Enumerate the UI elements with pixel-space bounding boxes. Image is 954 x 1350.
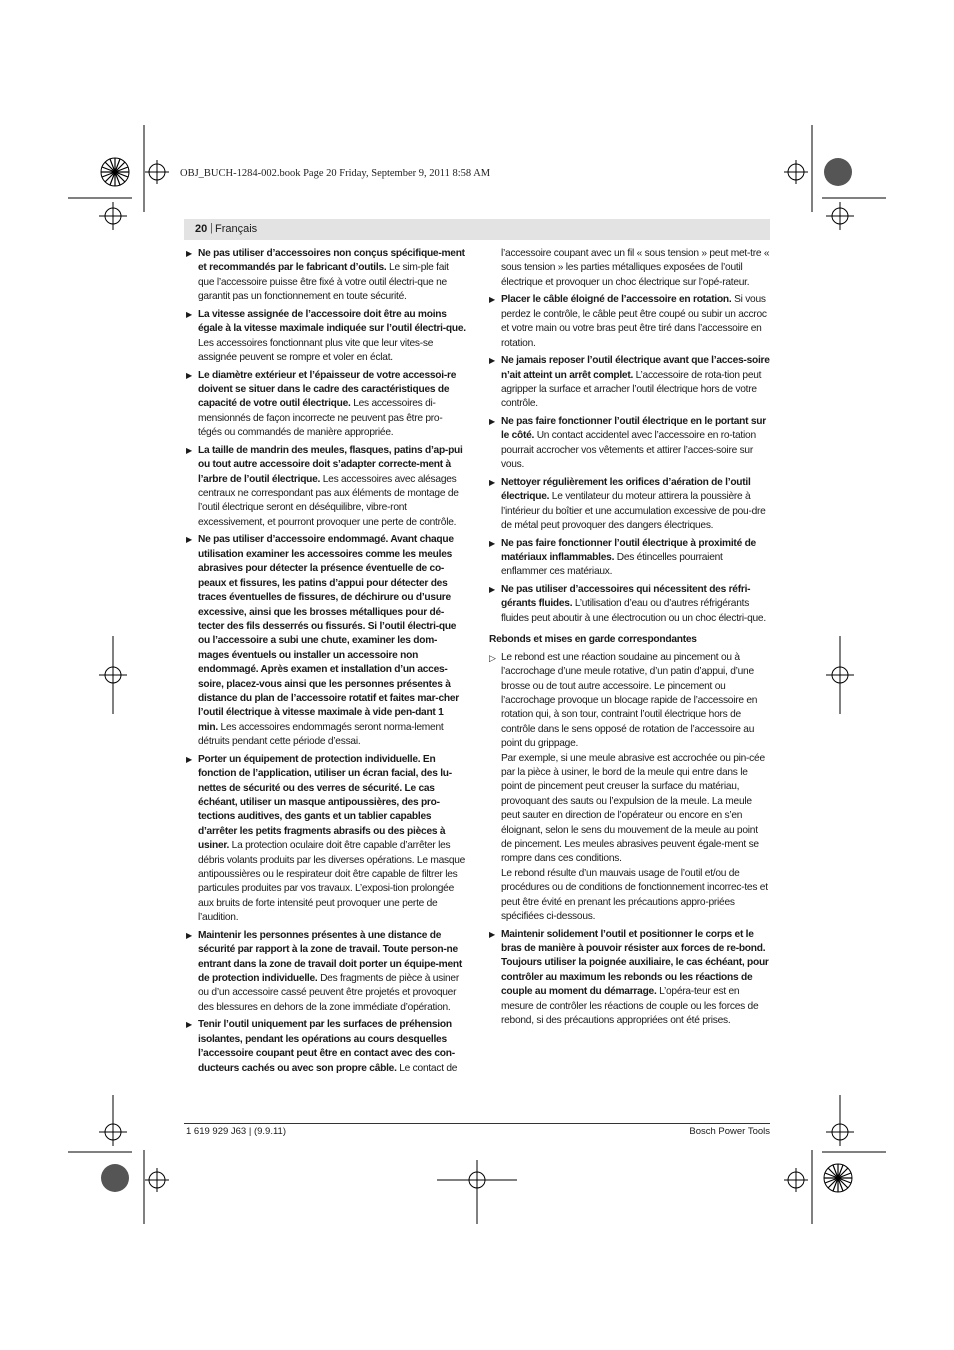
header-separator: |	[210, 222, 213, 234]
register-target-bottom-left	[145, 1168, 169, 1192]
bullet-icon: ▶	[489, 538, 495, 548]
safety-item	[186, 753, 466, 926]
safety-item	[489, 476, 770, 534]
register-target-right-middle	[826, 636, 854, 714]
register-target-left-upper	[99, 202, 127, 230]
register-target-bottom-center	[437, 1160, 517, 1224]
safety-item	[186, 533, 466, 749]
item-bold-text: Ne pas faire fonctionner l’outil électrique à proximité de matériaux inflammables.	[501, 537, 756, 564]
register-target-bottom-right	[784, 1168, 808, 1192]
item-bold-text: La vitesse assignée de l’accessoire doit être au moins égale à la vitesse maximale indiquée sur l’outil électri-que.	[198, 308, 466, 335]
bullet-icon: ▶	[186, 535, 192, 545]
item-bold-text: Ne pas utiliser d’accessoires non conçus spécifique-ment et recommandés par le fabricant d’outils.	[198, 248, 465, 274]
crop-mark-top-right	[812, 125, 886, 212]
gray-dot-top-right	[824, 158, 852, 186]
register-target-top-right	[784, 160, 808, 184]
item-bold-text: Tenir l’outil uniquement par les surfaces de préhension isolantes, pendant les opérations au cours desquelles l’accessoire coupant peut être en contact avec des con-ducteurs cachés ou avec son propre câble.	[198, 1019, 455, 1074]
item-text: Le contact de	[396, 1062, 458, 1074]
item-text: Le sim-ple fait que l’accessoire puisse être fixé à votre outil électri-que ne garantit pas un fonctionnement en toute sécurité.	[198, 262, 449, 303]
safety-item	[489, 415, 770, 473]
header-language: Français	[215, 223, 258, 235]
safety-item	[186, 1018, 466, 1076]
item-text: Des fragments de pièce à usiner ou d’un accessoire cassé peuvent être projetés et provoquer des blessures en dehors de la zone immédiate d’opération.	[198, 973, 459, 1013]
register-target-left-middle	[99, 636, 127, 714]
item-text: L’utilisation d’eau ou d’autres réfrigérants fluides peut aboutir à une électrocution ou un choc électri-que.	[501, 598, 766, 624]
bullet-icon: ▶	[186, 249, 192, 258]
bullet-icon: ▶	[186, 754, 192, 764]
gray-dot-bottom-left	[101, 1164, 129, 1192]
register-target-left-lower	[99, 1095, 127, 1146]
outline-bullet-icon: ▷	[489, 652, 496, 663]
safety-item	[186, 308, 466, 366]
item-bold-text: Le diamètre extérieur et l’épaisseur de votre accessoi-re doivent se situer dans le cadre des caractéristiques de capacité de votre outil électrique.	[198, 369, 457, 410]
print-slug: OBJ_BUCH-1284-002.book Page 20 Friday, September 9, 2011 8:58 AM	[180, 168, 491, 179]
item-text: La protection oculaire doit être capable d’arrêter les débris volants produits par les diverses opérations. Le masque antipoussières ou le respirateur doit être capable de filtrer les particules produites par vos travaux. L’exposi-tion prolongée aux bruits de forte intensité peut provoquer une perte de l’audition.	[198, 840, 466, 924]
safety-item	[489, 537, 770, 580]
bullet-icon: ▶	[489, 585, 495, 595]
page-header-bar	[184, 219, 770, 240]
item-text: Les accessoires fonctionnant plus vite que leur vites-se assignée peuvent se rompre et voler en éclat.	[198, 337, 434, 364]
item-bold-text: Placer le câble éloigné de l’accessoire en rotation.	[501, 294, 732, 306]
footer-rule	[184, 1123, 770, 1124]
register-target-top-left	[145, 160, 169, 184]
item-bold-text: Porter un équipement de protection individuelle. En fonction de l’application, utiliser un écran facial, des lu-nettes de sécurité ou des verres de sécurité. Le cas échéant, utiliser un masque antipoussières, des pro-tections auditives, des gants et un tablier capables d’arrêter les petits fragments abrasifs ou des pièces à usiner.	[198, 753, 452, 852]
item-text: Le ventilateur du moteur attirera la poussière à l’intérieur du boîtier et une accumulation excessive de pou-dre de métal peut provoquer des dangers électriques.	[501, 491, 766, 532]
safety-item	[186, 444, 466, 530]
item-bold-text: Ne pas utiliser d’accessoires qui nécessitent des réfri-gérants fluides.	[501, 584, 751, 610]
safety-item	[489, 583, 770, 626]
kickback-paragraph: Par exemple, si une meule abrasive est accrochée ou pin-cée par la pièce à usiner, le bord de la meule qui entre dans le point de pincement peut creuser la surface du matériau, provoquant des sauts ou l’expulsion de la meule. La meule peut sauter en direction de l’opérateur ou encore en s’en éloignant, selon le sens du mouvement de la meule au point de pincement. Les meules abrasives peuvent égale-ment se rompre dans ces conditions.	[501, 752, 765, 865]
starburst-bottom-right	[824, 1164, 852, 1192]
item-text: Un contact accidentel avec l’accessoire en ro-tation pourrait accrocher vos vêtements et attirer l’acces-soire sur vous.	[501, 430, 756, 471]
item-text: Les accessoires endommagés seront norma-lement détruits pendant cette période d’essai.	[198, 721, 444, 748]
item-bold-text: Ne pas utiliser d’accessoire endommagé. Avant chaque utilisation examiner les accessoires comme les meules abrasives pour détecter la présence éventuelle de co-peaux et fissures, les patins d’appui pour détecter des traces éventuelles de fissures, de déchirure ou d’usure excessive, ainsi que les brosses métalliques pour dé-tecter des fils desserrés ou fissurés. Si l’outil électri-que ou l’accessoire a subi une chute, examiner les dom-mages éventuels ou installer un accessoire non endommagé. Après examen et installation d’un acces-soire, placez-vous ainsi que les personnes présentes à distance du plan de l’accessoire rotatif et faites mar-cher l’outil électrique à vitesse maximale à vide pen-dant 1 min.	[198, 534, 459, 733]
item-text: Si vous perdez le contrôle, le câble peut être coupé ou subir un accroc et votre main ou votre bras peut être tiré dans l’accessoire en rotation.	[501, 294, 767, 349]
bullet-icon: ▶	[489, 929, 495, 939]
crop-mark-bottom-left	[68, 1150, 144, 1224]
item-bold-text: Maintenir solidement l’outil et positionner le corps et le bras de manière à pouvoir résister aux forces de re-bond. Toujours utiliser la poignée auxiliaire, le cas échéant, pour contrôler au maximum les rebonds ou les réactions de couple au moment du démarrage.	[501, 928, 769, 998]
continued-text	[489, 247, 770, 290]
crop-mark-top-left	[68, 125, 144, 212]
crop-mark-bottom-right	[812, 1150, 886, 1224]
item-bold-text: Maintenir les personnes présentes à une distance de sécurité par rapport à la zone de travail. Toute person-ne entrant dans la zone de travail doit porter un équipe-ment de protection individuelle.	[198, 929, 462, 985]
item-text: Les accessoires avec alésages centraux ne correspondant pas aux éléments de montage de l’outil électrique seront en déséquilibre, vibre-ront excessivement, et pourront provoquer une perte de contrôle.	[198, 473, 459, 528]
bullet-icon: ▶	[186, 370, 192, 380]
bullet-icon: ▶	[186, 445, 192, 455]
safety-item	[489, 354, 770, 412]
item-text: L’accessoire de rota-tion peut agripper la surface et arracher l’outil électrique hors de votre contrôle.	[501, 369, 762, 410]
right-column	[489, 247, 770, 1032]
item-bold-text: La taille de mandrin des meules, flasques, patins d’ap-pui ou tout autre accessoire doit s’adapter correcte-ment à l’arbre de l’outil électrique.	[198, 444, 463, 485]
footer-brand: Bosch Power Tools	[689, 1126, 770, 1137]
item-bold-text: Ne pas faire fonctionner l’outil électrique en le portant sur le côté.	[501, 416, 766, 442]
bullet-icon: ▶	[489, 477, 495, 487]
bullet-icon: ▶	[186, 1020, 192, 1030]
bullet-icon: ▶	[489, 356, 495, 366]
kickback-paragraph: Le rebond résulte d’un mauvais usage de l’outil et/ou de procédures ou de conditions de fonctionnement incorrec-tes et peut être évité en prenant les précautions appro-priées spécifiées ci-dessous.	[501, 867, 768, 922]
bullet-icon: ▶	[489, 417, 495, 427]
kickback-paragraph: Le rebond est une réaction soudaine au pincement ou à l’accrochage d’une meule rotative, d’un patin d’appui, d’une brosse ou de tout autre accessoire. Le pincement ou l’accrochage provoque un blocage rapide de l’accessoire en rotation qui, à son tour, contraint l’outil électrique hors de contrôle dans le sens opposé de rotation de l’accessoire au point du grippage.	[501, 651, 758, 750]
left-column	[186, 247, 466, 1079]
starburst-top-left	[101, 158, 129, 186]
bullet-icon: ▶	[186, 930, 192, 940]
footer-document-code: 1 619 929 J63 | (9.9.11)	[186, 1126, 287, 1137]
bullet-icon: ▶	[489, 295, 495, 305]
item-text: Les accessoires di-mensionnés de façon incorrecte ne peuvent pas être pro-tégés ou commandés de manière appropriée.	[198, 398, 443, 439]
page-number: 20	[195, 223, 208, 235]
item-bold-text: Ne jamais reposer l’outil électrique avant que l’acces-soire n’ait atteint un arrêt complet.	[501, 355, 770, 381]
safety-item	[489, 293, 770, 351]
register-target-right-upper	[826, 202, 854, 230]
item-text: Des étincelles pourraient enflammer ces matériaux.	[501, 552, 723, 578]
register-target-right-lower	[826, 1095, 854, 1146]
safety-item	[186, 369, 466, 441]
safety-item	[186, 247, 466, 305]
safety-item	[186, 929, 466, 1015]
item-text: l’accessoire coupant avec un fil « sous tension » peut met-tre « sous tension » les parties métalliques exposées de l’outil électrique et provoquer un choc électrique sur l’opé-rateur.	[501, 248, 770, 288]
safety-item	[489, 928, 770, 1029]
kickback-explanation	[489, 651, 770, 925]
item-bold-text: Nettoyer régulièrement les orifices d’aération de l’outil électrique.	[501, 476, 751, 503]
section-heading: Rebonds et mises en garde correspondantes	[489, 634, 697, 646]
item-text: L’opéra-teur est en mesure de contrôler les réactions de couple ou les forces de rebond, si des précautions appropriées ont été prises.	[501, 986, 759, 1027]
bullet-icon: ▶	[186, 309, 192, 319]
